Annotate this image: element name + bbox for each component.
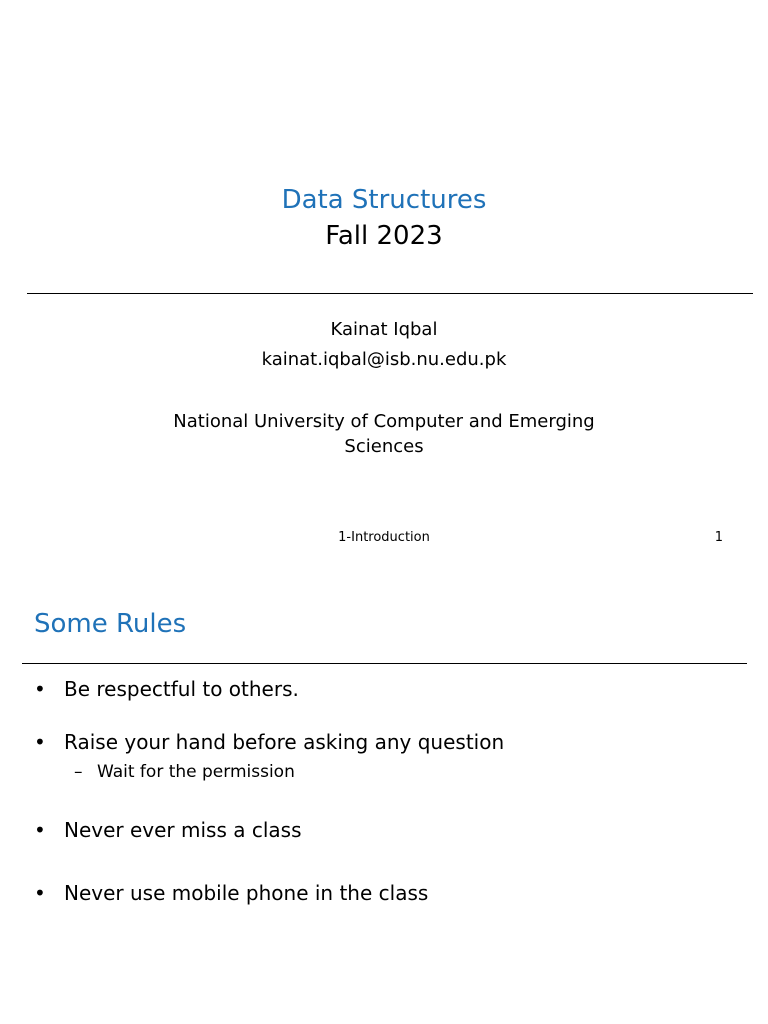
footer-lecture-title: 1-Introduction — [338, 530, 430, 545]
bullet-icon: • — [34, 818, 46, 842]
author-email: kainat.iqbal@isb.nu.edu.pk — [261, 349, 507, 370]
bullet-text: Raise your hand before asking any question — [64, 730, 505, 754]
institution-name-line2: Sciences — [344, 436, 424, 457]
bullet-text: Be respectful to others. — [64, 677, 299, 701]
slide-title: Some Rules — [34, 609, 187, 639]
bullet-text: Never ever miss a class — [64, 818, 302, 842]
course-term: Fall 2023 — [325, 221, 443, 251]
sub-bullet-text: Wait for the permission — [97, 762, 295, 782]
bullet-text: Never use mobile phone in the class — [64, 881, 429, 905]
bullet-icon: • — [34, 677, 46, 701]
course-title: Data Structures — [281, 185, 487, 215]
title-divider — [27, 293, 753, 294]
bullet-icon: • — [34, 881, 46, 905]
institution-name-line1: National University of Computer and Emerging — [173, 411, 595, 432]
page-number: 1 — [714, 530, 723, 545]
author-name: Kainat Iqbal — [330, 319, 438, 340]
bullet-icon: • — [34, 730, 46, 754]
rules-slide — [0, 576, 768, 1024]
title-divider — [22, 663, 747, 664]
dash-icon: – — [74, 762, 83, 782]
